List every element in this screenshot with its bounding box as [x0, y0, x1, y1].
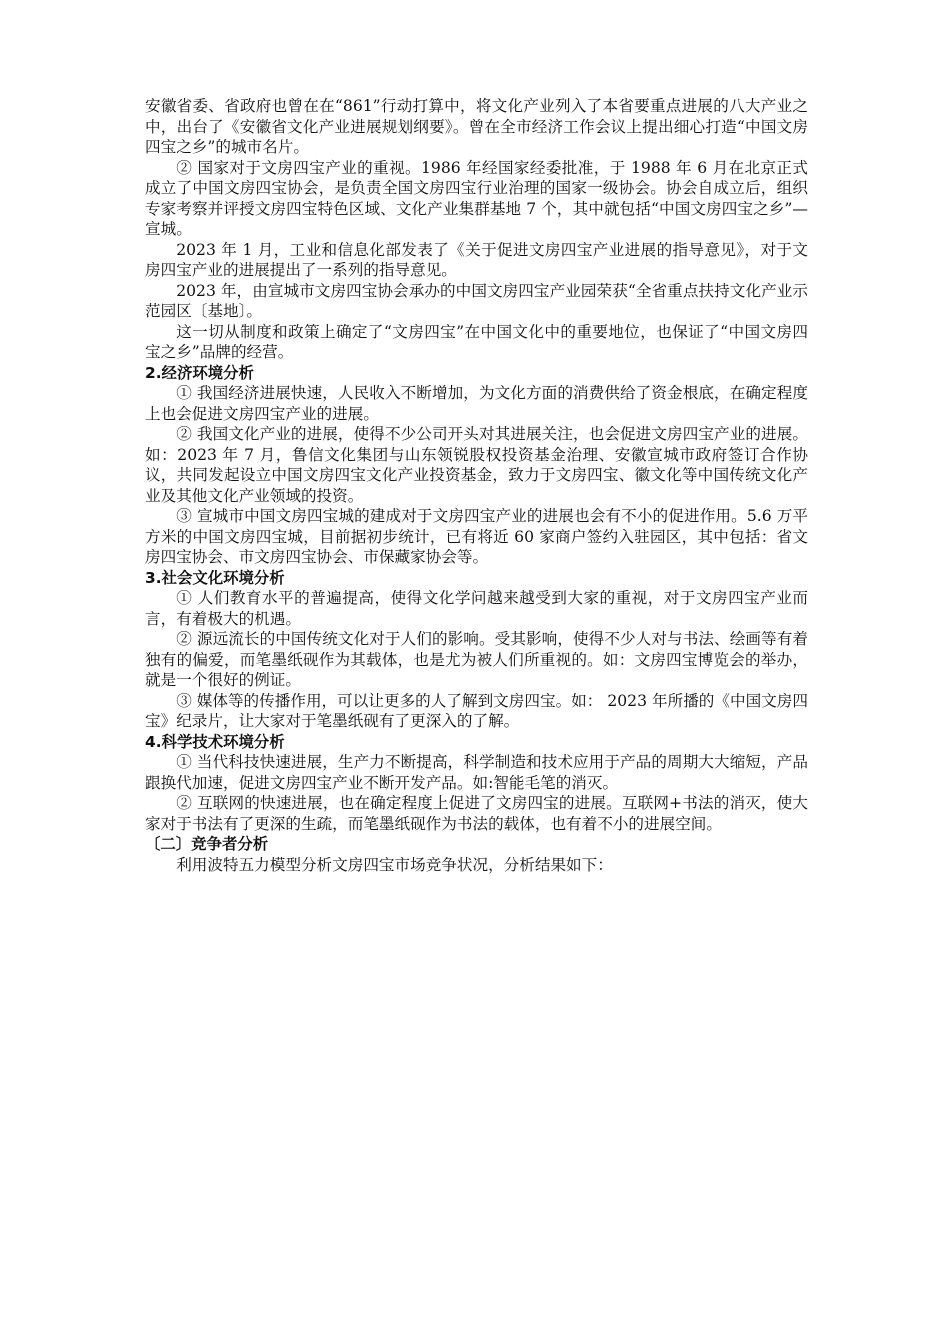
paragraph-policy-summary: 这一切从制度和政策上确定了“文房四宝”在中国文化中的重要地位，也保证了“中国文房四宝之乡”品牌的经营。 [145, 322, 808, 361]
paragraph-internet: ② 互联网的快速进展，也在确定程度上促进了文房四宝的进展。互联网+书法的消灭，使大家对于书法有了更深的生疏，而笔墨纸砚作为书法的载体，也有着不小的进展空间。 [145, 794, 808, 833]
paragraph-four-treasures-city: ③ 宣城市中国文房四宝城的建成对于文房四宝产业的进展也会有不小的促进作用。5.6 万平方米的中国文房四宝城，目前据初步统计，已有将近 60 家商户签约入驻园区，其中包括：省文房四宝协会、市文房四宝协会、市保藏家协会等。 [145, 507, 808, 566]
paragraph-industrial-park: 2023 年，由宣城市文房四宝协会承办的中国文房四宝产业园荣获“全省重点扶持文化产业示范园区〔基地〕。 [145, 281, 808, 320]
paragraph-five-forces-intro: 利用波特五力模型分析文房四宝市场竞争状况，分析结果如下： [176, 855, 613, 874]
paragraph-education-level: ① 人们教育水平的普遍提高，使得文化学问越来越受到大家的重视，对于文房四宝产业而言，有着极大的机遇。 [145, 589, 808, 628]
paragraph-cultural-industry: ② 我国文化产业的进展，使得不少公司开头对其进展关注，也会促进文房四宝产业的进展。如：2023 年 7 月，鲁信文化集团与山东领锐股权投资基金治理、安徽宣城市政府签订合作协议，共同发起设立中国文房四宝文化产业投资基金，致力于文房四宝、徽文化等中国传统文化产业及其他文化产业领域的投资。 [145, 425, 808, 505]
paragraph-economic-growth: ① 我国经济进展快速，人民收入不断增加，为文化方面的消费供给了资金根底，在确定程度上也会促进文房四宝产业的进展。 [145, 384, 808, 423]
paragraph-national-association: ② 国家对于文房四宝产业的重视。1986 年经国家经委批准，于 1988 年 6 月在北京正式成立了中国文房四宝协会，是负责全国文房四宝行业治理的国家一级协会。协会自成立后，组织专家考察并评授文房四宝特色区域、文化产业集群基地 7 个，其中就包括“中国文房四宝之乡”—宣城。 [145, 158, 808, 238]
paragraph-media-influence: ③ 媒体等的传播作用，可以让更多的人了解到文房四宝。如： 2023 年所播的《中国文房四宝》纪录片，让大家对于笔墨纸砚有了更深入的了解。 [145, 691, 808, 730]
paragraph-tech-progress: ① 当代科技快速进展，生产力不断提高，科学制造和技术应用于产品的周期大大缩短，产品跟换代加速，促进文房四宝产业不断开发产品。如:智能毛笔的消灭。 [145, 753, 808, 792]
heading-competitor-analysis: 〔二〕竞争者分析 [145, 835, 269, 853]
heading-economic-environment: 2.经济环境分析 [145, 363, 254, 382]
paragraph-traditional-culture: ② 源远流长的中国传统文化对于人们的影响。受其影响，使得不少人对与书法、绘画等有着独有的偏爱，而笔墨纸砚作为其载体，也是尤为被人们所重视的。如：文房四宝博览会的举办，就是一个很好的例证。 [145, 630, 808, 689]
document-page [145, 96, 808, 875]
heading-technology-environment: 4.科学技术环境分析 [145, 732, 285, 751]
paragraph-miit-guidance: 2023 年 1 月，工业和信息化部发表了《关于促进文房四宝产业进展的指导意见》，对于文房四宝产业的进展提出了一系列的指导意见。 [145, 240, 808, 279]
heading-social-culture-environment: 3.社会文化环境分析 [145, 568, 285, 587]
paragraph-provincial-policy: 安徽省委、省政府也曾在在“861”行动打算中，将文化产业列入了本省要重点进展的八大产业之中，出台了《安徽省文化产业进展规划纲要》。曾在全市经济工作会议上提出细心打造“中国文房四宝之乡”的城市名片。 [145, 97, 808, 156]
